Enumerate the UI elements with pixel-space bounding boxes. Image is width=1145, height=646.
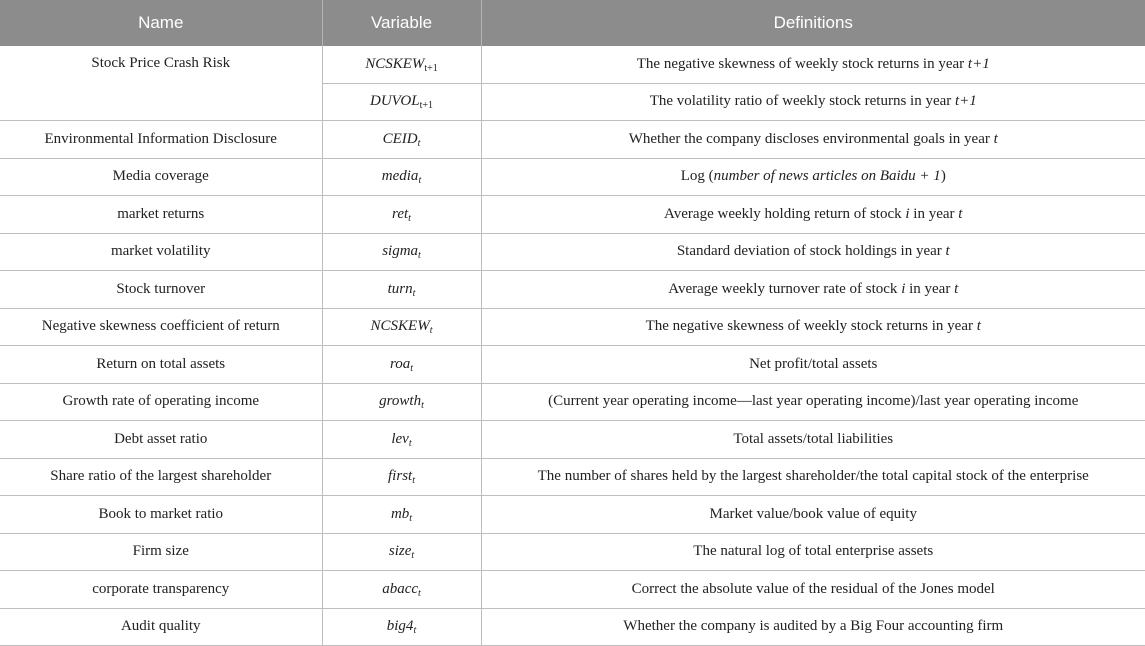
- variable-symbol: big4: [386, 618, 414, 635]
- header-row: [0, 0, 1145, 46]
- row-variable: [322, 121, 481, 159]
- row-definition: [481, 308, 1145, 346]
- row-definition: [481, 46, 1145, 83]
- row-variable: [322, 533, 481, 571]
- definition-part: t: [945, 243, 950, 260]
- variable-subscript: t: [412, 475, 415, 487]
- row-definition: [481, 233, 1145, 271]
- row-definition: [481, 421, 1145, 459]
- variable-subscript: t: [408, 212, 411, 224]
- variable-subscript: t: [410, 362, 414, 374]
- row-name: Share ratio of the largest shareholder: [0, 458, 322, 496]
- row-definition: [481, 346, 1145, 384]
- row-definition: [481, 571, 1145, 609]
- table-row: [0, 158, 1145, 196]
- table-row: [0, 121, 1145, 159]
- header-definitions: Definitions: [481, 0, 1145, 46]
- table-row: [0, 608, 1145, 646]
- variable-subscript: t: [418, 175, 422, 187]
- variable-subscript: t: [411, 550, 415, 562]
- row-name: Book to market ratio: [0, 496, 322, 534]
- definition-part: number of news articles on Baidu + 1: [713, 168, 941, 185]
- variable-symbol: turn: [387, 280, 413, 297]
- variable-subscript: t+1: [419, 100, 433, 112]
- variable-subscript: t: [418, 250, 421, 262]
- definition-part: The negative skewness of weekly stock returns in year: [636, 55, 968, 72]
- row-variable: [322, 458, 481, 496]
- row-name: corporate transparency: [0, 571, 322, 609]
- variable-subscript: t: [413, 625, 417, 637]
- table-row: [0, 346, 1145, 384]
- header-variable: Variable: [322, 0, 481, 46]
- definition-part: in year: [909, 205, 959, 222]
- variable-symbol: lev: [391, 430, 409, 447]
- variable-symbol: size: [388, 543, 412, 560]
- row-name: market volatility: [0, 233, 322, 271]
- definition-part: Total assets/total liabilities: [733, 430, 894, 447]
- variable-symbol: media: [381, 168, 419, 185]
- variable-symbol: roa: [389, 355, 411, 372]
- row-name: Environmental Information Disclosure: [0, 121, 322, 159]
- variable-subscript: t+1: [424, 62, 438, 74]
- row-name: Firm size: [0, 533, 322, 571]
- definition-part: Standard deviation of stock holdings in year: [676, 243, 946, 260]
- row-definition: [481, 271, 1145, 309]
- variable-subscript: t: [412, 287, 416, 299]
- definition-part: t: [976, 318, 981, 335]
- definition-part: The natural log of total enterprise assets: [693, 543, 934, 560]
- variable-subscript: t: [409, 512, 413, 524]
- row-variable: [322, 496, 481, 534]
- definition-part: t: [993, 130, 998, 147]
- definition-part: ): [940, 168, 946, 185]
- variable-symbol: NCSKEW: [370, 318, 430, 335]
- definition-part: Log (: [680, 168, 714, 185]
- table-body: [0, 46, 1145, 646]
- definition-part: i: [905, 205, 910, 222]
- row-name: market returns: [0, 196, 322, 234]
- variable-subscript: t: [417, 137, 421, 149]
- row-name: Media coverage: [0, 158, 322, 196]
- row-name: Stock Price Crash Risk: [0, 46, 322, 121]
- row-definition: [481, 608, 1145, 646]
- row-definition: [481, 496, 1145, 534]
- row-variable: [322, 83, 481, 121]
- table-row: [0, 533, 1145, 571]
- table-row: [0, 496, 1145, 534]
- definition-part: Whether the company is audited by a Big Four accounting firm: [623, 618, 1004, 635]
- definition-part: Correct the absolute value of the residual of the Jones model: [631, 580, 995, 597]
- row-variable: [322, 308, 481, 346]
- table-row: [0, 383, 1145, 421]
- row-variable: [322, 346, 481, 384]
- definition-part: Net profit/total assets: [749, 355, 878, 372]
- table-row: [0, 46, 1145, 83]
- row-variable: [322, 271, 481, 309]
- definition-part: The volatility ratio of weekly stock returns in year: [649, 93, 956, 110]
- variable-symbol: growth: [379, 393, 422, 410]
- row-definition: [481, 158, 1145, 196]
- definition-part: The number of shares held by the largest shareholder/the total capital stock of the enterprise: [537, 468, 1089, 485]
- row-name: Debt asset ratio: [0, 421, 322, 459]
- table-row: [0, 421, 1145, 459]
- variable-subscript: t: [429, 325, 433, 337]
- table-row: [0, 196, 1145, 234]
- row-definition: [481, 458, 1145, 496]
- row-variable: [322, 608, 481, 646]
- row-definition: [481, 383, 1145, 421]
- table-row: [0, 308, 1145, 346]
- row-variable: [322, 46, 481, 83]
- variable-symbol: sigma: [382, 243, 419, 260]
- definition-part: t+1: [967, 55, 990, 72]
- variable-symbol: DUVOL: [370, 93, 420, 110]
- row-name: Return on total assets: [0, 346, 322, 384]
- table-row: [0, 233, 1145, 271]
- row-definition: [481, 121, 1145, 159]
- definition-part: i: [901, 280, 906, 297]
- row-definition: [481, 533, 1145, 571]
- table-row: [0, 571, 1145, 609]
- row-variable: [322, 196, 481, 234]
- variable-subscript: t: [408, 437, 412, 449]
- row-variable: [322, 383, 481, 421]
- row-variable: [322, 421, 481, 459]
- definition-part: (Current year operating income—last year operating income)/last year operating income: [548, 393, 1079, 410]
- row-name: Audit quality: [0, 608, 322, 646]
- row-name: Stock turnover: [0, 271, 322, 309]
- definition-part: in year: [905, 280, 955, 297]
- variable-symbol: mb: [390, 505, 410, 522]
- row-definition: [481, 83, 1145, 121]
- table-row: [0, 458, 1145, 496]
- variable-symbol: abacc: [382, 580, 419, 597]
- definition-part: Average weekly holding return of stock: [664, 205, 906, 222]
- row-variable: [322, 233, 481, 271]
- definition-part: Average weekly turnover rate of stock: [668, 280, 902, 297]
- row-variable: [322, 571, 481, 609]
- variable-symbol: first: [388, 468, 413, 485]
- header-name: Name: [0, 0, 322, 46]
- variable-symbol: NCSKEW: [365, 55, 425, 72]
- definition-part: t+1: [955, 93, 977, 110]
- definition-part: Market value/book value of equity: [709, 505, 917, 522]
- row-name: Growth rate of operating income: [0, 383, 322, 421]
- table-header: [0, 0, 1145, 46]
- row-variable: [322, 158, 481, 196]
- table-row: [0, 271, 1145, 309]
- variable-subscript: t: [418, 587, 421, 599]
- definition-part: The negative skewness of weekly stock returns in year: [645, 318, 977, 335]
- row-name: Negative skewness coefficient of return: [0, 308, 322, 346]
- definition-part: t: [958, 205, 963, 222]
- variable-symbol: CEID: [382, 130, 418, 147]
- definition-part: t: [954, 280, 959, 297]
- row-definition: [481, 196, 1145, 234]
- variable-subscript: t: [421, 400, 424, 412]
- variable-symbol: ret: [392, 205, 409, 222]
- definition-part: Whether the company discloses environmental goals in year: [628, 130, 994, 147]
